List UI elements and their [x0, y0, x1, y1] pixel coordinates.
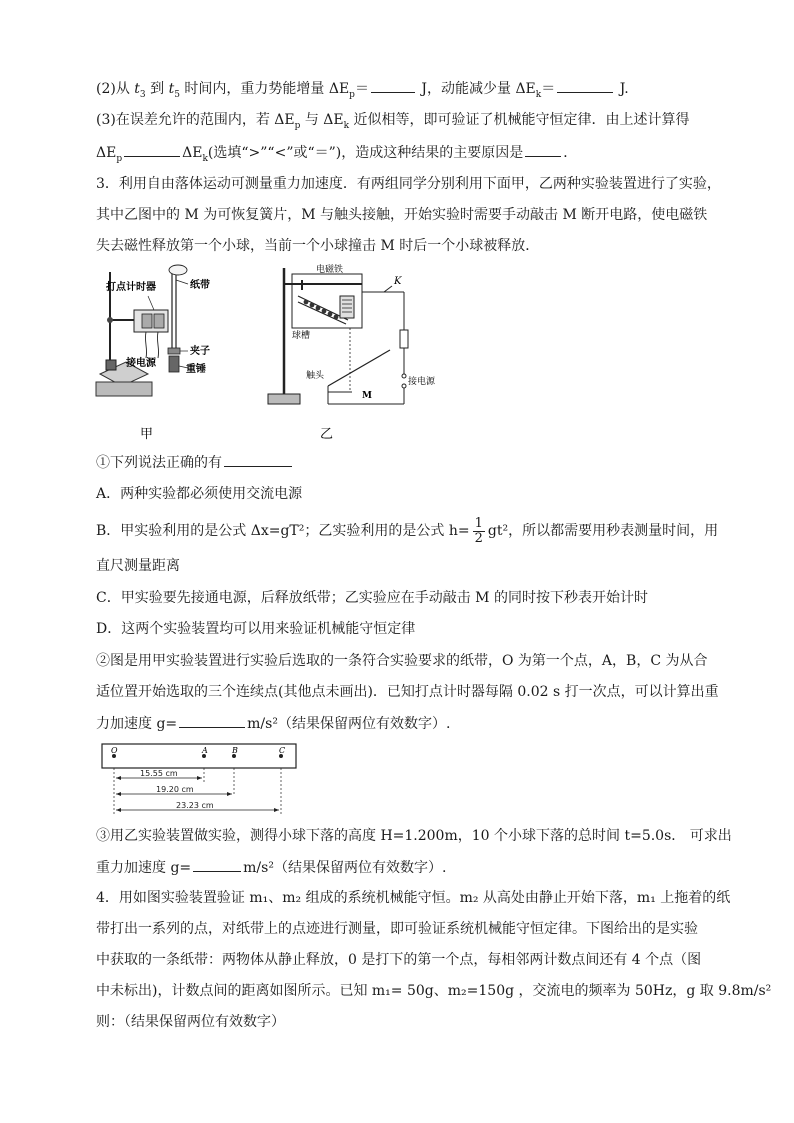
question-4-line4: 中未标出)，计数点间的距离如图所示。已知 m₁= 50g、m₂=150g ，交流电的频率为 50Hz，g 取 9.8m/s²: [96, 983, 772, 999]
question-3-sub2-line1: ②图是用甲实验装置进行实验后选取的一条符合实验要求的纸带，O 为第一个点，A，B，C 为从合: [96, 653, 708, 669]
paper-tape-figure: [100, 742, 300, 818]
label-power-yi: 接电源: [408, 377, 436, 387]
caption-yi: 乙: [320, 427, 334, 442]
question-3-intro-3: 失去磁性释放第一个小球，当前一个小球撞击 M 时后一个小球被释放．: [96, 238, 540, 254]
point-a: A: [202, 746, 208, 755]
answer-blank-g1[interactable]: [179, 713, 245, 728]
label-weight: 重锤: [186, 364, 206, 375]
question-3-intro-1: 3．利用自由落体运动可测量重力加速度．有两组同学分别利用下面甲，乙两种实验装置进行了实验，: [96, 176, 721, 192]
question-3-sub1: ①下列说法正确的有: [96, 452, 702, 473]
question-2-3-line1: (3)在误差允许的范围内，若 $\Delta E_p$ 与 $\Delta E_k$ 近似相等，即可验证了机械能守恒定律．由上述计算得: [96, 112, 690, 131]
caption-jia: 甲: [140, 427, 154, 442]
apparatus-jia-figure: [96, 262, 216, 442]
apparatus-yi-figure: [262, 262, 436, 442]
answer-blank-choice[interactable]: [224, 452, 292, 467]
point-b: B: [232, 746, 238, 755]
answer-blank-ep[interactable]: [371, 78, 415, 93]
option-a: A．两种实验都必须使用交流电源: [96, 486, 303, 502]
question-4-line2: 带打出一系列的点，对纸带上的点迹进行测量，即可验证系统机械能守恒定律。下图给出的是实验: [96, 921, 698, 937]
distance-oc: 23.23 cm: [176, 801, 214, 810]
option-d: D．这两个实验装置均可以用来验证机械能守恒定律: [96, 621, 416, 637]
point-o: O: [111, 746, 118, 755]
label-magnet: 电磁铁: [316, 265, 344, 275]
question-3-sub3-line2: 重力加速度 g= m/s²（结果保留两位有效数字）.: [96, 857, 702, 878]
label-m: M: [362, 391, 372, 401]
answer-blank-g2[interactable]: [193, 857, 241, 872]
question-2-3-line2: $\Delta E_p$ $\Delta E_k$(选填“>”“<”或“＝”)，造成这种结果的主要原因是 ．: [96, 142, 702, 163]
distance-oa: 15.55 cm: [140, 769, 178, 778]
answer-blank-ek[interactable]: [557, 78, 613, 93]
question-3-sub3-line1: ③用乙实验装置做实验，测得小球下落的高度 H=1.200m，10 个小球下落的总时间 t=5.0s． 可求出: [96, 828, 732, 844]
label-timer: 打点计时器: [106, 282, 156, 293]
question-3-sub2-line2: 适位置开始选取的三个连续点(其他点未画出)．已知打点计时器每隔 0.02 s 打一次点，可以计算出重: [96, 684, 719, 700]
answer-blank-reason[interactable]: [525, 142, 561, 157]
option-b-cont: 直尺测量距离: [96, 558, 180, 574]
option-b: B．甲实验利用的是公式 Δx=gT²；乙实验利用的是公式 h= $\frac{1}{2}$ gt²，所以都需要用秒表测量时间，用: [96, 515, 719, 546]
distance-ob: 19.20 cm: [156, 785, 194, 794]
answer-blank-compare[interactable]: [124, 142, 180, 157]
question-4-line5: 则：（结果保留两位有效数字）: [96, 1014, 285, 1030]
label-power-jia: 接电源: [126, 358, 156, 369]
point-c: C: [279, 746, 286, 755]
option-c: C．甲实验要先接通电源，后释放纸带；乙实验应在手动敲击 M 的同时按下秒表开始计时: [96, 590, 648, 606]
fraction-half: $\frac{1}{2}$: [474, 515, 483, 546]
question-3-sub2-line3: 力加速度 g= m/s²（结果保留两位有效数字）.: [96, 713, 702, 734]
label-tape: 纸带: [190, 280, 210, 291]
label-contact: 触头: [306, 371, 325, 381]
label-clip: 夹子: [190, 346, 210, 357]
label-groove: 球槽: [292, 331, 311, 341]
question-3-intro-2: 其中乙图中的 M 为可恢复簧片，M 与触头接触，开始实验时需要手动敲击 M 断开电路，使电磁铁: [96, 207, 708, 223]
label-k: K: [394, 276, 402, 287]
question-4-line1: 4．用如图实验装置验证 m₁、m₂ 组成的系统机械能守恒。m₂ 从高处由静止开始下落，m₁ 上拖着的纸: [96, 890, 731, 906]
question-2-2: (2)从 $t_3$ 到 $t_5$ 时间内，重力势能增量 $\Delta E_p= J$，动能减少量 $\Delta E_k= J$.: [96, 78, 702, 99]
question-4-line3: 中获取的一条纸带：两物体从静止释放，0 是打下的第一个点，每相邻两计数点间还有 4 个点（图: [96, 952, 702, 968]
